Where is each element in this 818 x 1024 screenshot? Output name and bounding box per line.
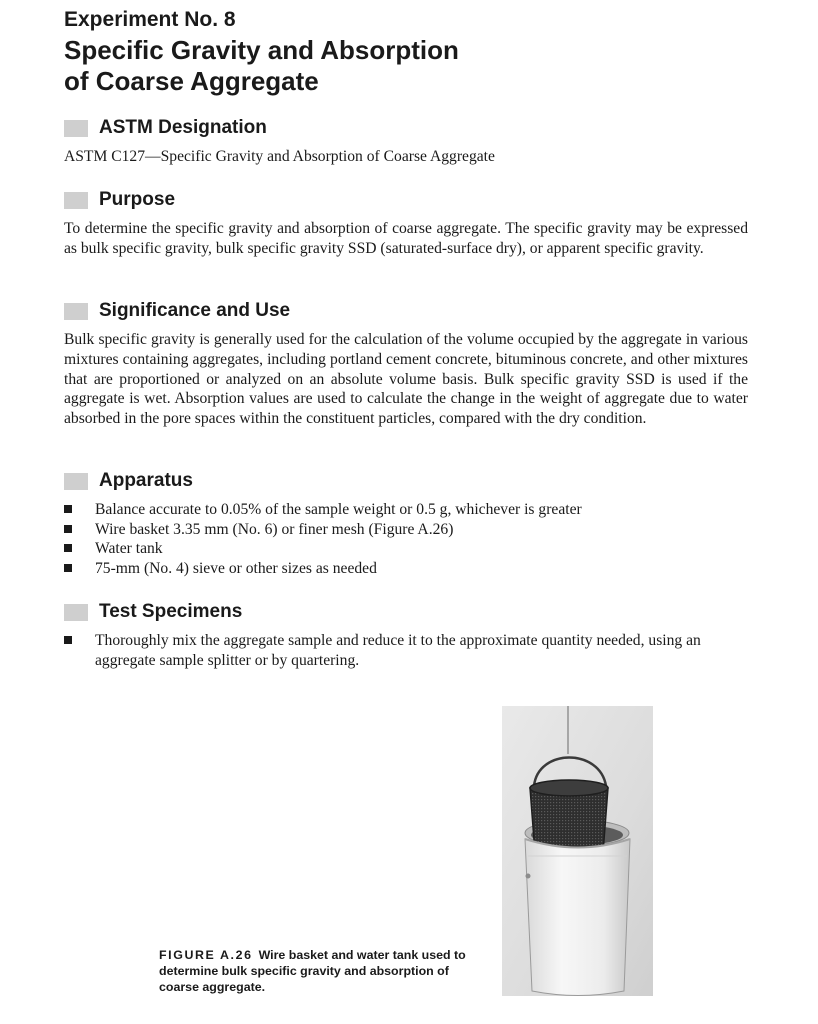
list-item-text: 75-mm (No. 4) sieve or other sizes as needed bbox=[95, 559, 377, 577]
specimens-list bbox=[64, 631, 754, 670]
section-heading-astm bbox=[64, 117, 267, 139]
figure-caption bbox=[159, 947, 479, 995]
section-heading-apparatus bbox=[64, 470, 193, 492]
title-line-1: Specific Gravity and Absorption bbox=[64, 35, 459, 65]
water-tank bbox=[525, 839, 630, 996]
heading-text: Apparatus bbox=[99, 470, 193, 491]
bullet-icon bbox=[64, 564, 72, 572]
section-heading-purpose bbox=[64, 189, 175, 211]
bullet-icon bbox=[64, 505, 72, 513]
list-item bbox=[64, 520, 754, 540]
heading-marker bbox=[64, 120, 88, 137]
list-item-text: Balance accurate to 0.05% of the sample weight or 0.5 g, whichever is greater bbox=[95, 501, 582, 518]
heading-marker bbox=[64, 303, 88, 320]
heading-text: Significance and Use bbox=[99, 300, 291, 321]
list-item-text: Wire basket 3.35 mm (No. 6) or finer mesh (Figure A.26) bbox=[95, 520, 454, 538]
section-heading-specimens bbox=[64, 601, 242, 623]
list-item bbox=[64, 631, 754, 670]
heading-text: Purpose bbox=[99, 189, 176, 210]
significance-text: Bulk specific gravity is generally used for the calculation of the volume occupied by the aggregate in various mixtures containing aggregates, including portland cement concrete, bituminous concrete, and other mixtures that are proportioned or analyzed on an absolute volume basis. Bulk specific gravity SSD is used if the aggregate is wet. Absorption values are used to calculate the change in the weight of aggregate due to water absorbed in the pore spaces within the constituent particles, compared with the dry condition. bbox=[64, 331, 748, 428]
figure-label: FIGURE A.26 bbox=[159, 948, 253, 962]
experiment-number: Experiment No. 8 bbox=[64, 8, 236, 31]
heading-marker bbox=[64, 604, 88, 621]
bullet-icon bbox=[64, 544, 72, 552]
list-item bbox=[64, 500, 754, 520]
bullet-icon bbox=[64, 636, 72, 644]
figure-photo bbox=[502, 706, 653, 996]
title-line-2: of Coarse Aggregate bbox=[64, 66, 319, 96]
heading-text: ASTM Designation bbox=[99, 117, 267, 138]
list-item-text: Thoroughly mix the aggregate sample and reduce it to the approximate quantity needed, using an aggregate sample splitter or by quartering. bbox=[95, 632, 701, 669]
apparatus-list bbox=[64, 500, 754, 578]
purpose-text: To determine the specific gravity and absorption of coarse aggregate. The specific gravity may be expressed as bulk specific gravity, bulk specific gravity SSD (saturated-surface dry), or apparent specific gravity. bbox=[64, 220, 748, 257]
page-title bbox=[64, 35, 624, 97]
bucket-handle-pivot bbox=[526, 874, 531, 879]
heading-marker bbox=[64, 473, 88, 490]
list-item bbox=[64, 559, 754, 579]
list-item-text: Water tank bbox=[95, 540, 163, 557]
heading-marker bbox=[64, 192, 88, 209]
figure-caption-text: Wire basket and water tank used to determine bulk specific gravity and absorption of coarse aggregate. bbox=[159, 948, 466, 994]
section-heading-significance bbox=[64, 300, 290, 322]
astm-text: ASTM C127—Specific Gravity and Absorption of Coarse Aggregate bbox=[64, 148, 495, 165]
heading-text: Test Specimens bbox=[99, 601, 243, 622]
list-item bbox=[64, 539, 754, 559]
basket-rim bbox=[530, 780, 608, 796]
bullet-icon bbox=[64, 525, 72, 533]
